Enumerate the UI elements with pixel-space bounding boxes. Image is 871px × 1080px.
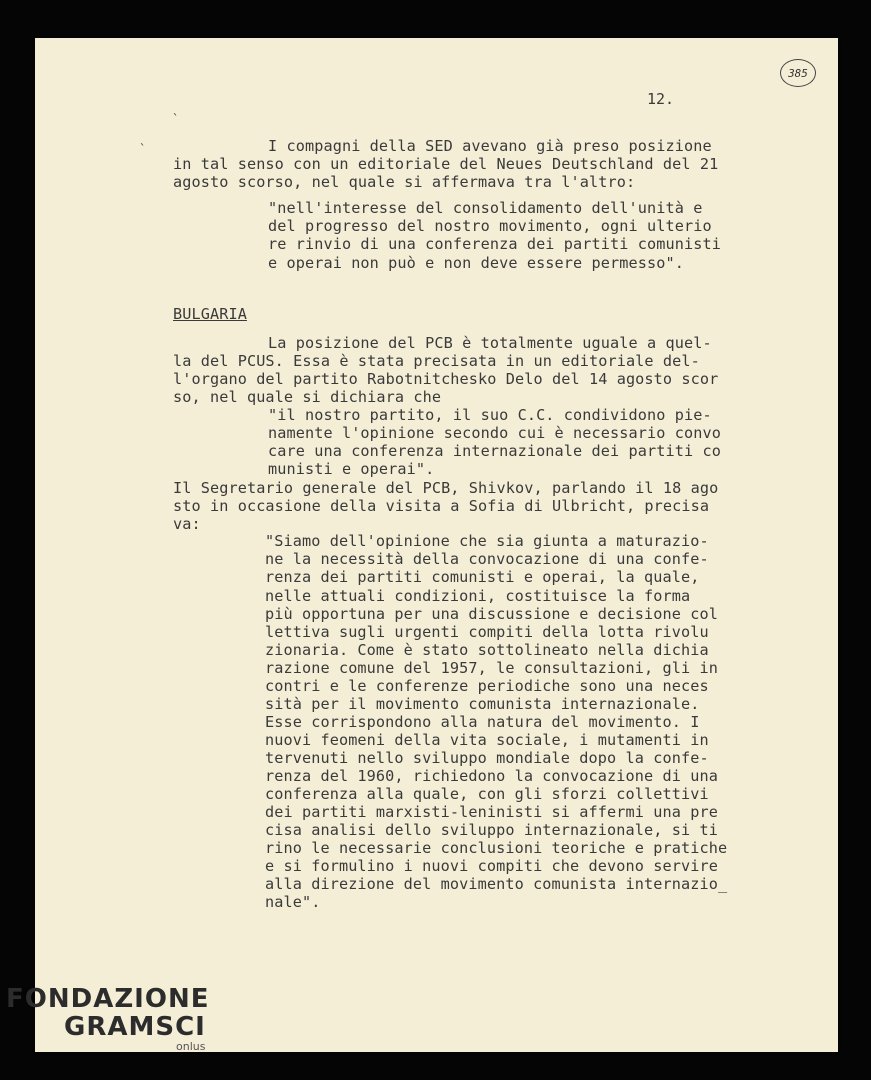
- text-line: la del PCUS. Essa è stata precisata in un editoriale del-: [173, 352, 700, 370]
- logo-line: GRAMSCI: [64, 1012, 206, 1042]
- archive-stamp: 385: [780, 59, 816, 87]
- quote-line: più opportuna per una discussione e decisione col: [265, 605, 718, 623]
- quote-line: alla direzione del movimento comunista internazio_: [265, 875, 728, 893]
- text-line: in tal senso con un editoriale del Neues Deutschland del 21: [173, 155, 719, 173]
- quote-line: "Siamo dell'opinione che sia giunta a maturazio-: [265, 532, 709, 550]
- quote-line: namente l'opinione secondo cui è necessario convo: [268, 424, 721, 442]
- quote-line: contri e le conferenze periodiche sono una neces: [265, 677, 709, 695]
- section-heading: BULGARIA: [173, 305, 247, 323]
- quote-line: razione comune del 1957, le consultazioni, gli in: [265, 659, 718, 677]
- quote-line: rino le necessarie conclusioni teoriche e pratiche: [265, 839, 728, 857]
- quote-line: "il nostro partito, il suo C.C. condividono pie-: [268, 406, 712, 424]
- quote-line: nale".: [265, 893, 321, 911]
- quote-line: zionaria. Come è stato sottolineato nella dichia: [265, 641, 709, 659]
- quote-line: lettiva sugli urgenti compiti della lotta rivolu: [265, 623, 709, 641]
- quote-line: re rinvio di una conferenza dei partiti comunisti: [268, 235, 721, 253]
- quote-line: tervenuti nello sviluppo mondiale dopo la confe-: [265, 749, 709, 767]
- text-line: agosto scorso, nel quale si affermava tra l'altro:: [173, 173, 636, 191]
- stray-mark: `: [139, 142, 147, 156]
- quote-line: renza dei partiti comunisti e operai, la quale,: [265, 568, 700, 586]
- text-line: La posizione del PCB è totalmente uguale a quel-: [268, 334, 712, 352]
- quote-line: e operai non può e non deve essere permesso".: [268, 254, 684, 272]
- logo-line: FONDAZIONE: [6, 984, 210, 1014]
- stray-mark: `: [172, 112, 180, 126]
- text-line: so, nel quale si dichiara che: [173, 388, 442, 406]
- quote-line: care una conferenza internazionale dei partiti co: [268, 442, 721, 460]
- page-number: 12.: [647, 90, 675, 108]
- quote-line: e si formulino i nuovi compiti che devono servire: [265, 857, 718, 875]
- text-line: l'organo del partito Rabotnitchesko Delo del 14 agosto scor: [173, 370, 719, 388]
- quote-line: del progresso del nostro movimento, ogni ulterio: [268, 217, 712, 235]
- quote-line: nuovi feomeni della vita sociale, i mutamenti in: [265, 731, 709, 749]
- quote-line: "nell'interesse del consolidamento dell'unità e: [268, 199, 703, 217]
- quote-line: Esse corrispondono alla natura del movimento. I: [265, 713, 700, 731]
- text-line: I compagni della SED avevano già preso posizione: [268, 137, 712, 155]
- fondazione-gramsci-logo: [6, 985, 209, 1053]
- quote-line: dei partiti marxisti-leninisti si affermi una pre: [265, 803, 718, 821]
- quote-line: cisa analisi dello sviluppo internazionale, si ti: [265, 821, 718, 839]
- text-line: va:: [173, 515, 201, 533]
- quote-line: conferenza alla quale, con gli sforzi collettivi: [265, 785, 709, 803]
- logo-line: onlus: [176, 1040, 206, 1053]
- quote-line: nelle attuali condizioni, costituisce la forma: [265, 587, 691, 605]
- quote-line: sità per il movimento comunista internazionale.: [265, 695, 700, 713]
- text-line: sto in occasione della visita a Sofia di Ulbricht, precisa: [173, 497, 710, 515]
- quote-line: renza del 1960, richiedono la convocazione di una: [265, 767, 718, 785]
- quote-line: munisti e operai".: [268, 460, 435, 478]
- quote-line: ne la necessità della convocazione di una confe-: [265, 550, 709, 568]
- text-line: Il Segretario generale del PCB, Shivkov, parlando il 18 ago: [173, 479, 719, 497]
